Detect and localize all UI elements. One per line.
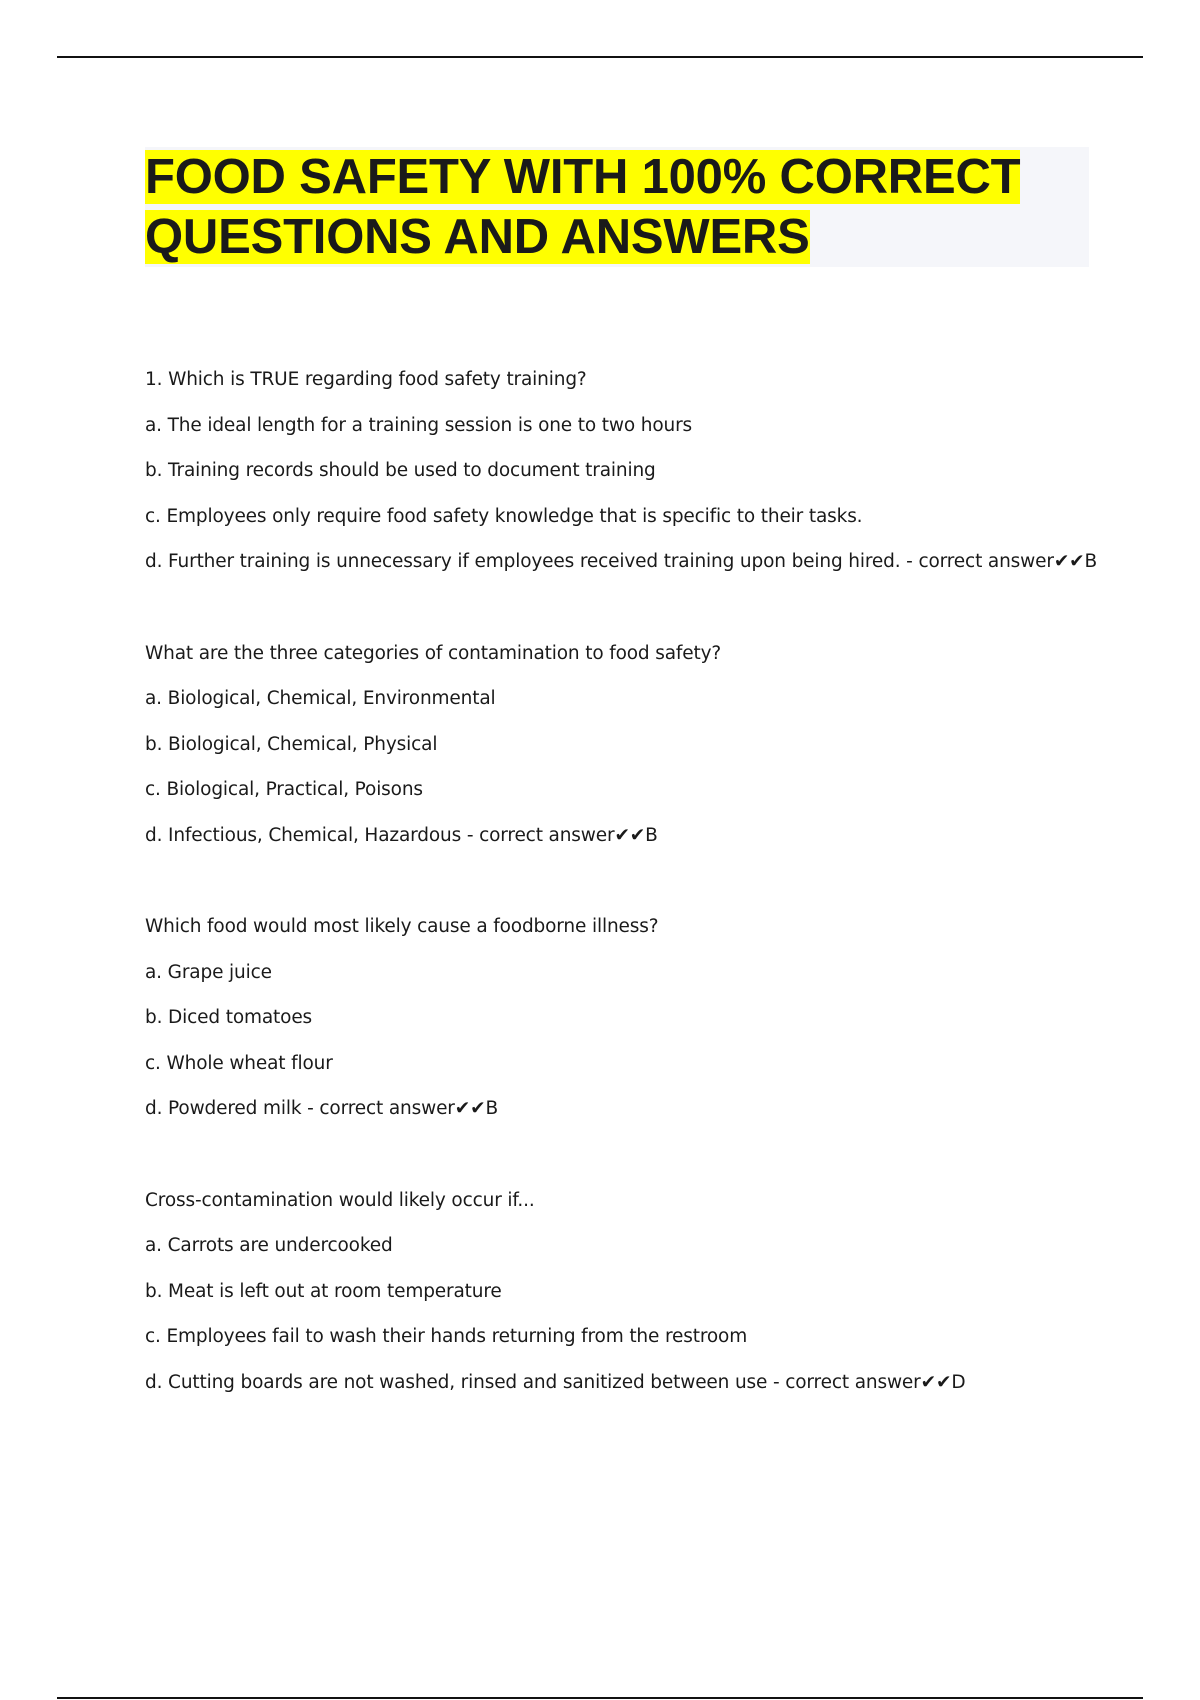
answer-option-d: d. Further training is unnecessary if employees received training upon being hired. - correct answer✔✔B	[145, 551, 1098, 572]
footer-rule	[57, 1697, 1143, 1699]
document-body	[145, 357, 1105, 1451]
answer-option-c: c. Whole wheat flour	[145, 1052, 333, 1074]
question-block-1	[145, 357, 1105, 585]
question-block-2	[145, 631, 1105, 859]
answer-option-b: b. Training records should be used to document training	[145, 460, 656, 481]
question-block-3	[145, 904, 1105, 1132]
question-block-4	[145, 1178, 1105, 1406]
answer-option-b: b. Diced tomatoes	[145, 1007, 313, 1028]
answer-option-d: d. Cutting boards are not washed, rinsed and sanitized between use - correct answer✔✔D	[145, 1371, 966, 1393]
title-line-2: QUESTIONS AND ANSWERS	[145, 210, 810, 264]
answer-option-b: b. Biological, Chemical, Physical	[145, 733, 438, 755]
title-block	[145, 147, 1089, 267]
answer-option-a: a. Grape juice	[145, 961, 272, 983]
answer-option-a: a. Carrots are undercooked	[145, 1235, 393, 1256]
answer-option-c: c. Employees fail to wash their hands returning from the restroom	[145, 1326, 748, 1347]
question-text: Cross-contamination would likely occur if...	[145, 1189, 535, 1211]
answer-option-c: c. Biological, Practical, Poisons	[145, 779, 423, 800]
question-text: What are the three categories of contamination to food safety?	[145, 642, 722, 664]
answer-option-a: a. Biological, Chemical, Environmental	[145, 688, 496, 709]
answer-option-d: d. Powdered milk - correct answer✔✔B	[145, 1098, 499, 1119]
document-title	[145, 147, 1089, 267]
answer-option-a: a. The ideal length for a training session is one to two hours	[145, 414, 693, 436]
answer-option-b: b. Meat is left out at room temperature	[145, 1280, 502, 1302]
answer-option-d: d. Infectious, Chemical, Hazardous - correct answer✔✔B	[145, 824, 658, 846]
question-text: Which food would most likely cause a foodborne illness?	[145, 916, 659, 937]
question-text: 1. Which is TRUE regarding food safety training?	[145, 369, 587, 390]
title-line-1: FOOD SAFETY WITH 100% CORRECT	[145, 150, 1021, 204]
answer-option-c: c. Employees only require food safety knowledge that is specific to their tasks.	[145, 505, 863, 527]
header-rule	[57, 56, 1143, 58]
